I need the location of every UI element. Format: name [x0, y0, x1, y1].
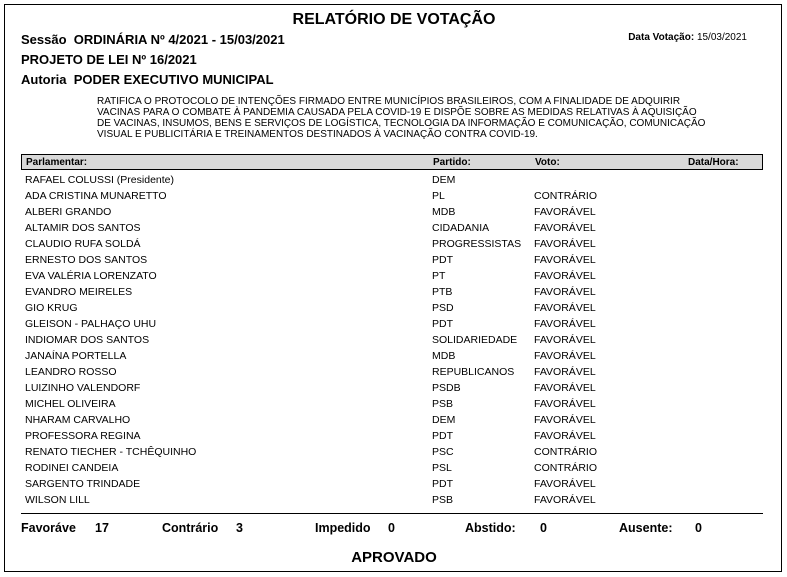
- parlamentar-cell: GLEISON - PALHAÇO UHU: [25, 318, 157, 330]
- voto-cell: CONTRÁRIO: [534, 446, 597, 458]
- table-row: [25, 237, 765, 253]
- voto-cell: FAVORÁVEL: [534, 350, 596, 362]
- author-line: [21, 72, 274, 87]
- partido-cell: PSD: [432, 302, 454, 314]
- vote-result: APROVADO: [351, 549, 437, 566]
- session-line: [21, 32, 285, 47]
- voto-cell: FAVORÁVEL: [534, 398, 596, 410]
- parlamentar-cell: JANAÍNA PORTELLA: [25, 350, 127, 362]
- parlamentar-cell: WILSON LILL: [25, 494, 90, 506]
- partido-cell: MDB: [432, 206, 456, 218]
- voto-cell: FAVORÁVEL: [534, 302, 596, 314]
- voto-cell: FAVORÁVEL: [534, 366, 596, 378]
- abstained-label: Abstido:: [465, 521, 516, 535]
- header-partido: Partido:: [433, 157, 471, 168]
- abstained-count: 0: [540, 521, 547, 535]
- voto-cell: FAVORÁVEL: [534, 382, 596, 394]
- partido-cell: PDT: [432, 254, 453, 266]
- table-row: [25, 221, 765, 237]
- partido-cell: PL: [432, 190, 445, 202]
- parlamentar-cell: GIO KRUG: [25, 302, 78, 314]
- partido-cell: PSDB: [432, 382, 461, 394]
- partido-cell: PROGRESSISTAS: [432, 238, 522, 250]
- header-voto: Voto:: [535, 157, 560, 168]
- voto-cell: FAVORÁVEL: [534, 414, 596, 426]
- partido-cell: CIDADANIA: [432, 222, 490, 234]
- voto-cell: FAVORÁVEL: [534, 238, 596, 250]
- table-row: [25, 317, 765, 333]
- report-page: [4, 4, 782, 572]
- session-value: ORDINÁRIA Nº 4/2021 - 15/03/2021: [73, 32, 285, 47]
- summary-line: VACINAS PARA O COMBATE À PANDEMIA CAUSADA PELA COVID-19 E DISPÕE SOBRE AS MEDIDAS RELATIVAS À AQUISIÇÃO: [97, 107, 697, 118]
- table-row: [25, 189, 765, 205]
- summary-line: VISUAL E PUBLICITÁRIA E TREINAMENTOS DESTINADOS À VACINAÇÃO CONTRA COVID-19.: [97, 129, 538, 140]
- voto-cell: CONTRÁRIO: [534, 462, 597, 474]
- parlamentar-cell: EVANDRO MEIRELES: [25, 286, 133, 298]
- partido-cell: SOLIDARIEDADE: [432, 334, 518, 346]
- parlamentar-cell: ALTAMIR DOS SANTOS: [25, 222, 141, 234]
- parlamentar-cell: INDIOMAR DOS SANTOS: [25, 334, 150, 346]
- vote-date-value: 15/03/2021: [696, 32, 747, 43]
- parlamentar-cell: ADA CRISTINA MUNARETTO: [25, 190, 167, 202]
- table-row: [25, 269, 765, 285]
- voto-cell: FAVORÁVEL: [534, 318, 596, 330]
- against-label: Contrário: [162, 521, 219, 535]
- table-row: [25, 285, 765, 301]
- table-header: [21, 154, 763, 170]
- bill-title: PROJETO DE LEI Nº 16/2021: [21, 52, 197, 67]
- table-row: [25, 381, 765, 397]
- voto-cell: FAVORÁVEL: [534, 494, 596, 506]
- partido-cell: PSB: [432, 398, 454, 410]
- parlamentar-cell: MICHEL OLIVEIRA: [25, 398, 116, 410]
- partido-cell: PDT: [432, 318, 453, 330]
- parlamentar-cell: ALBERI GRANDO: [25, 206, 112, 218]
- partido-cell: MDB: [432, 350, 456, 362]
- voto-cell: FAVORÁVEL: [534, 222, 596, 234]
- partido-cell: PSB: [432, 494, 454, 506]
- absent-label: Ausente:: [619, 521, 673, 535]
- table-row: [25, 445, 765, 461]
- vote-table-body: [25, 173, 765, 509]
- partido-cell: PDT: [432, 430, 453, 442]
- table-row: [25, 461, 765, 477]
- favor-label: Favoráve: [21, 521, 76, 535]
- table-row: [25, 365, 765, 381]
- partido-cell: DEM: [432, 414, 456, 426]
- voto-cell: FAVORÁVEL: [534, 254, 596, 266]
- parlamentar-cell: LUIZINHO VALENDORF: [25, 382, 141, 394]
- bill-summary: [97, 96, 757, 140]
- table-row: [25, 397, 765, 413]
- impeded-label: Impedido: [315, 521, 371, 535]
- summary-line: RATIFICA O PROTOCOLO DE INTENÇÕES FIRMADO ENTRE MUNICÍPIOS BRASILEIROS, COM A FINALIDADE DE ADQUIRIR: [97, 96, 681, 107]
- table-row: [25, 413, 765, 429]
- partido-cell: PDT: [432, 478, 453, 490]
- voto-cell: FAVORÁVEL: [534, 334, 596, 346]
- parlamentar-cell: PROFESSORA REGINA: [25, 430, 141, 442]
- header-parlamentar: Parlamentar:: [26, 157, 88, 168]
- partido-cell: PSC: [432, 446, 454, 458]
- table-row: [25, 493, 765, 509]
- table-row: [25, 333, 765, 349]
- parlamentar-cell: RAFAEL COLUSSI (Presidente): [25, 174, 174, 186]
- voto-cell: FAVORÁVEL: [534, 270, 596, 282]
- summary-line: DE VACINAS, INSUMOS, BENS E SERVIÇOS DE LOGÍSTICA, TECNOLOGIA DA INFORMAÇÃO E COMUNICAÇÃO, COMUNICAÇÃO: [97, 118, 706, 129]
- table-row: [25, 173, 765, 189]
- parlamentar-cell: RODINEI CANDEIA: [25, 462, 119, 474]
- partido-cell: PTB: [432, 286, 453, 298]
- impeded-count: 0: [388, 521, 395, 535]
- absent-count: 0: [695, 521, 702, 535]
- table-row: [25, 205, 765, 221]
- table-row: [25, 349, 765, 365]
- session-label: Sessão: [21, 32, 67, 47]
- partido-cell: DEM: [432, 174, 456, 186]
- totals-divider: [21, 513, 763, 514]
- author-value: PODER EXECUTIVO MUNICIPAL: [73, 72, 274, 87]
- partido-cell: PT: [432, 270, 446, 282]
- author-label: Autoria: [21, 72, 67, 87]
- voto-cell: FAVORÁVEL: [534, 478, 596, 490]
- header-data-hora: Data/Hora:: [688, 157, 739, 168]
- parlamentar-cell: CLAUDIO RUFA SOLDÁ: [25, 238, 141, 250]
- against-count: 3: [236, 521, 243, 535]
- table-row: [25, 301, 765, 317]
- parlamentar-cell: SARGENTO TRINDADE: [25, 478, 141, 490]
- table-row: [25, 477, 765, 493]
- voto-cell: CONTRÁRIO: [534, 190, 597, 202]
- parlamentar-cell: NHARAM CARVALHO: [25, 414, 131, 426]
- parlamentar-cell: LEANDRO ROSSO: [25, 366, 117, 378]
- vote-date-label: Data Votação:: [628, 32, 695, 43]
- parlamentar-cell: ERNESTO DOS SANTOS: [25, 254, 148, 266]
- table-row: [25, 429, 765, 445]
- favor-count: 17: [95, 521, 109, 535]
- partido-cell: REPUBLICANOS: [432, 366, 515, 378]
- voto-cell: FAVORÁVEL: [534, 206, 596, 218]
- partido-cell: PSL: [432, 462, 452, 474]
- voto-cell: FAVORÁVEL: [534, 430, 596, 442]
- parlamentar-cell: EVA VALÉRIA LORENZATO: [25, 270, 157, 282]
- report-title: RELATÓRIO DE VOTAÇÃO: [292, 11, 496, 28]
- table-row: [25, 253, 765, 269]
- vote-date: [628, 32, 747, 43]
- voto-cell: FAVORÁVEL: [534, 286, 596, 298]
- parlamentar-cell: RENATO TIECHER - TCHÊQUINHO: [25, 446, 197, 458]
